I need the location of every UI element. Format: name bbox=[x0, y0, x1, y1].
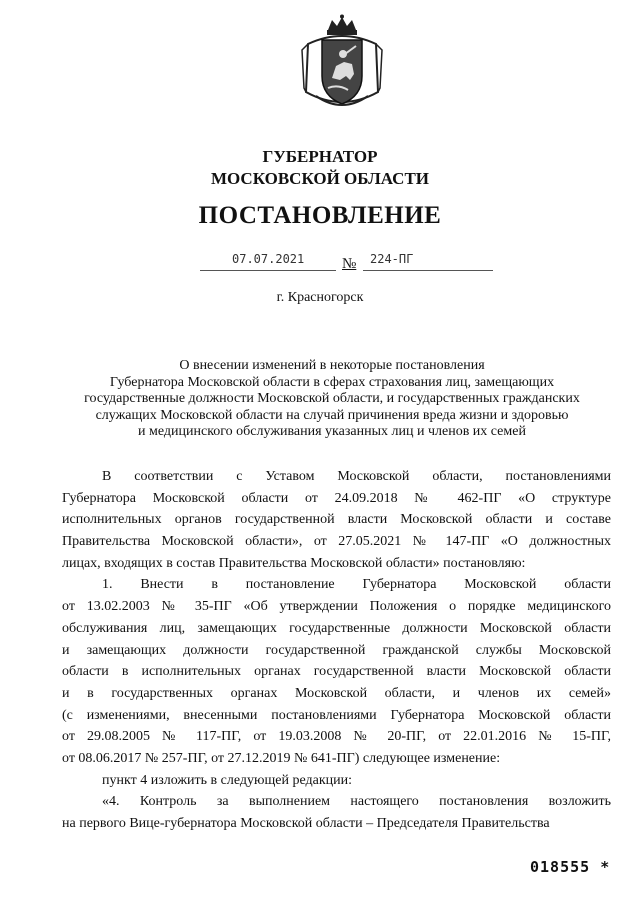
body-line: обслуживания лиц, замещающих государственные должности Московской области bbox=[62, 620, 611, 636]
body-line: Правительства Московской области», от 27.05.2021 № 147-ПГ «О должностных bbox=[62, 534, 611, 550]
date-underline bbox=[200, 270, 336, 271]
title-line: и медицинского обслуживания указанных лиц и членов их семей bbox=[138, 424, 526, 439]
body-line: (с изменениями, внесенными постановлениями Губернатора Московской области bbox=[62, 707, 611, 723]
title-line: О внесении изменений в некоторые постановления bbox=[179, 358, 485, 373]
number-underline bbox=[363, 270, 493, 271]
body-line: и замещающих должности государственной гражданской службы Московской bbox=[62, 642, 611, 658]
body-line: лицах, входящих в состав Правительства Московской области» постановляю: bbox=[62, 555, 526, 571]
body-line: Губернатора Московской области от 24.09.2018 № 462-ПГ «О структуре bbox=[62, 490, 611, 506]
region-title: МОСКОВСКОЙ ОБЛАСТИ bbox=[210, 169, 430, 188]
body-line: от 08.06.2017 № 257-ПГ, от 27.12.2019 № 641-ПГ) следующее изменение: bbox=[62, 750, 501, 766]
governor-title: ГУБЕРНАТОР bbox=[262, 147, 378, 166]
body-line: В соответствии с Уставом Московской области, постановлениями bbox=[102, 469, 611, 484]
document-number: 224-ПГ bbox=[370, 252, 414, 266]
title-line: Губернатора Московской области в сферах страхования лиц, замещающих bbox=[109, 374, 555, 390]
city-name: г. Красногорск bbox=[276, 290, 364, 305]
body-line: «4. Контроль за выполнением настоящего постановления возложить bbox=[102, 794, 611, 810]
coat-of-arms-icon bbox=[298, 14, 386, 114]
body-line: на первого Вице-губернатора Московской области – Председателя Правительства bbox=[62, 816, 550, 831]
body-line: исполнительных органов государственной власти Московской области и составе bbox=[62, 512, 611, 528]
registration-line bbox=[0, 252, 640, 276]
body-line: от 29.08.2005 № 117-ПГ, от 19.03.2008 № 20-ПГ, от 22.01.2016 № 15-ПГ, bbox=[62, 729, 611, 745]
document-type: ПОСТАНОВЛЕНИЕ bbox=[198, 202, 442, 229]
serial-number: 018555 * bbox=[530, 858, 611, 876]
title-line: служащих Московской области на случай причинения вреда жизни и здоровью bbox=[95, 407, 569, 423]
number-sign: № bbox=[342, 256, 357, 272]
title-line: государственные должности Московской области, и государственных гражданских bbox=[84, 391, 580, 406]
body-line: и в государственных органах Московской области, и членов их семей» bbox=[62, 685, 611, 701]
document-date: 07.07.2021 bbox=[232, 252, 305, 266]
body-line: области в исполнительных органах государственной власти Московской области bbox=[62, 664, 611, 680]
body-line: от 13.02.2003 № 35-ПГ «Об утверждении Положения о порядке медицинского bbox=[62, 599, 611, 615]
body-line: 1. Внести в постановление Губернатора Московской области bbox=[102, 577, 611, 593]
body-line: пункт 4 изложить в следующей редакции: bbox=[102, 772, 352, 788]
document-title bbox=[62, 358, 602, 441]
document-body bbox=[62, 466, 611, 835]
